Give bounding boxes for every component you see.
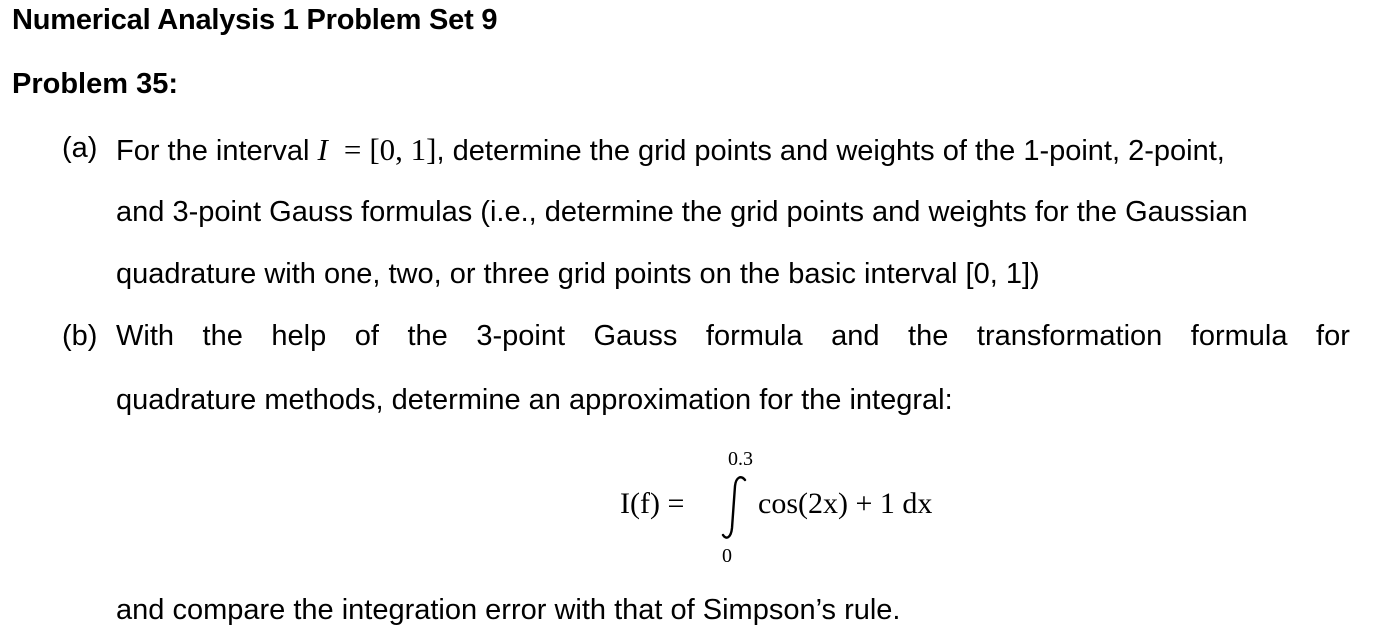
part-b-word: the	[202, 320, 243, 352]
problem-heading: Problem 35:	[12, 68, 178, 100]
part-b-word: With	[116, 320, 174, 352]
part-b-line-1	[116, 320, 1350, 353]
part-a-line-1-before: For the interval	[116, 135, 310, 167]
part-a-line-3: quadrature with one, two, or three grid points on the basic interval [0, 1])	[116, 258, 1040, 290]
part-b-word: help	[271, 320, 327, 352]
interval-variable: I	[317, 132, 328, 167]
part-b-word: and	[831, 320, 880, 352]
part-b-word: of	[354, 320, 379, 352]
part-b-word: transformation	[976, 320, 1163, 352]
integral-sign-icon	[721, 474, 751, 542]
part-b-word: the	[908, 320, 949, 352]
part-b-line-2: quadrature methods, determine an approximation for the integral:	[116, 384, 953, 416]
integral-upper-limit: 0.3	[728, 448, 753, 470]
part-b-word: the	[407, 320, 448, 352]
part-b-word: 3-point	[476, 320, 565, 352]
page-title: Numerical Analysis 1 Problem Set 9	[12, 4, 498, 36]
part-b-line-3: and compare the integration error with that of Simpson’s rule.	[116, 594, 901, 626]
part-a-line-1-after: , determine the grid points and weights of the 1-point, 2-point,	[436, 135, 1225, 167]
part-b-word: for	[1316, 320, 1350, 352]
part-b-word: formula	[1190, 320, 1288, 352]
part-a-line-1	[116, 132, 1225, 168]
interval-value: [0, 1]	[369, 132, 437, 167]
part-b-label: (b)	[62, 320, 98, 352]
part-b-word: Gauss	[593, 320, 678, 352]
equation-lhs: I(f) =	[620, 487, 685, 520]
equals-sign: =	[343, 132, 362, 167]
part-a-label: (a)	[62, 132, 98, 164]
equation-integrand: cos(2x) + 1 dx	[758, 487, 933, 520]
integral-lower-limit: 0	[722, 545, 732, 567]
part-b-word: formula	[705, 320, 803, 352]
part-a-line-2: and 3-point Gauss formulas (i.e., determine the grid points and weights for the Gaussian	[116, 196, 1248, 228]
